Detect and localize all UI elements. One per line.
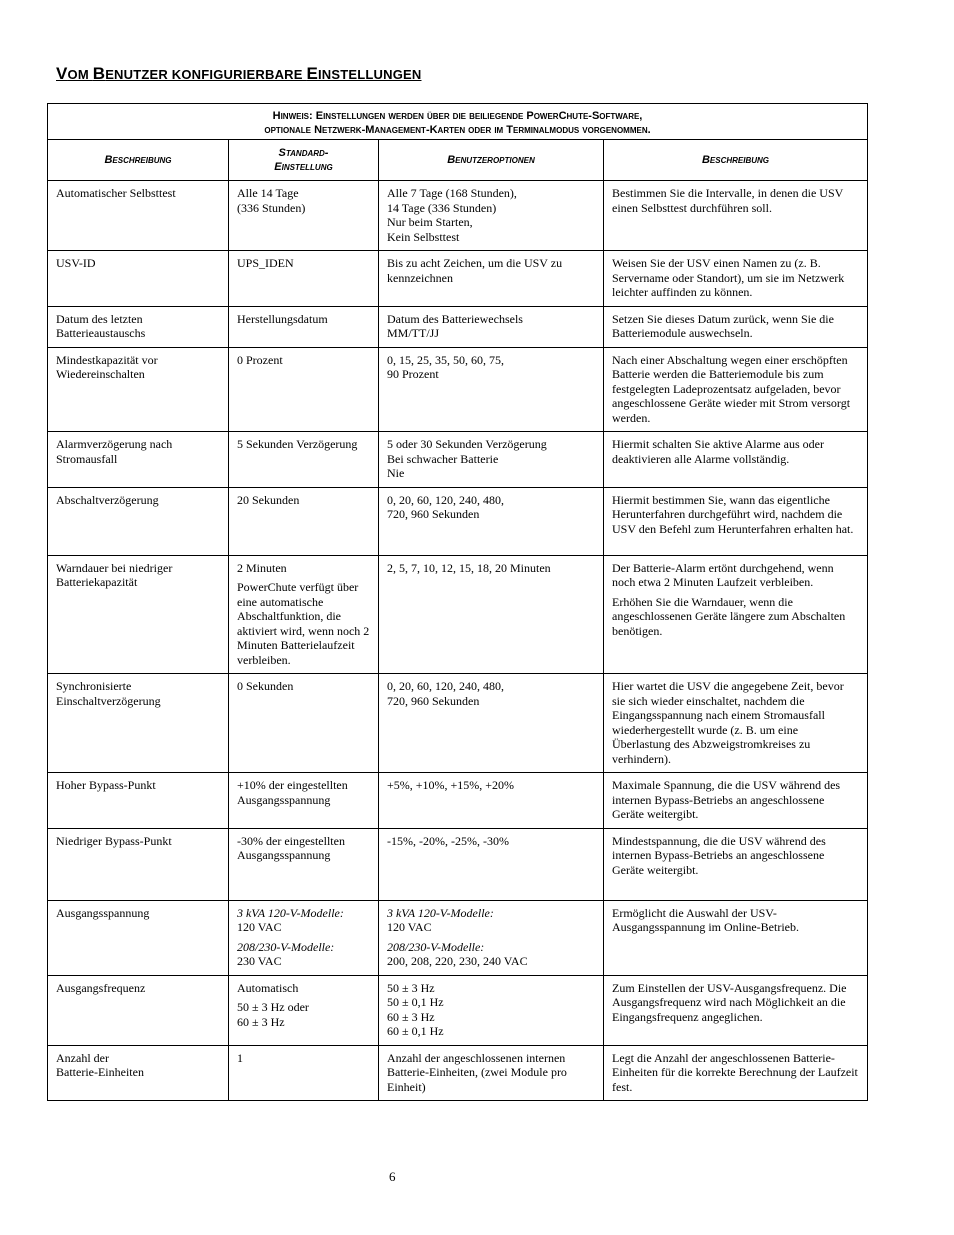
cell-line: 0, 20, 60, 120, 240, 480,	[387, 679, 504, 693]
cell-line: Ausgangsspannung	[56, 905, 150, 920]
voltage-value: 120 VAC	[387, 920, 432, 934]
default-value	[237, 778, 370, 807]
cell-description	[604, 773, 868, 829]
header-default-line: Standard-	[278, 147, 329, 159]
cell-line: 720, 960 Sekunden	[387, 693, 480, 708]
cell-line: MM/TT/JJ	[387, 326, 440, 340]
cell-line: Automatisch	[237, 980, 299, 995]
cell-line: Stromausfall	[56, 451, 118, 466]
cell-default	[229, 181, 379, 251]
cell-line: 50 ± 3 Hz oder	[237, 1000, 309, 1014]
cell-description	[604, 487, 868, 555]
cell-line: -30% der eingestellten	[237, 833, 345, 848]
cell-line: 0 Prozent	[237, 352, 283, 367]
cell-function	[48, 674, 229, 773]
cell-line: Ausgangsspannung	[237, 848, 331, 862]
voltage-group	[237, 906, 370, 935]
cell-description	[604, 181, 868, 251]
header-options: Benutzeroptionen	[379, 140, 604, 181]
cell-line: Automatischer Selbsttest	[56, 186, 176, 200]
description-text	[612, 834, 859, 878]
cell-function	[48, 347, 229, 432]
description-text	[612, 981, 859, 1025]
settings-table	[47, 103, 868, 1101]
cell-description	[604, 347, 868, 432]
model-label: 208/230-V-Modelle:	[237, 939, 335, 954]
cell-options	[379, 251, 604, 307]
description-text	[612, 256, 859, 300]
cell-line: Einschaltverzögerung	[56, 693, 161, 708]
model-label: 3 kVA 120-V-Modelle:	[387, 905, 494, 920]
title-part: E	[306, 64, 318, 83]
cell-function	[48, 900, 229, 975]
cell-default	[229, 555, 379, 674]
cell-line: 60 ± 3 Hz	[237, 1014, 285, 1029]
description-text	[612, 186, 859, 215]
note-line: optionale Netzwerk-Management-Karten oder im Terminalmodus vorgenommen.	[264, 124, 651, 136]
voltage-group	[237, 940, 370, 969]
table-row	[48, 900, 868, 975]
table-row	[48, 432, 868, 488]
table-row	[48, 975, 868, 1045]
description-text	[612, 353, 859, 426]
cell-line: Abschaltverzögerung	[56, 492, 159, 507]
default-note	[237, 1000, 370, 1029]
cell-line: Bis zu acht Zeichen, um die USV zu kennzeichnen	[387, 256, 563, 285]
page-number: 6	[389, 1169, 396, 1184]
cell-line: Ermöglicht die Auswahl der USV-Ausgangsspannung im Online-Betrieb.	[612, 905, 799, 934]
default-value	[237, 437, 370, 452]
cell-description	[604, 251, 868, 307]
cell-default	[229, 900, 379, 975]
cell-default	[229, 306, 379, 347]
cell-description	[604, 555, 868, 674]
cell-line: 5 oder 30 Sekunden Verzögerung	[387, 437, 547, 451]
header-default-line: Einstellung	[274, 161, 333, 173]
cell-function	[48, 975, 229, 1045]
default-value	[237, 353, 370, 368]
cell-line: 1	[237, 1050, 243, 1065]
voltage-value: 230 VAC	[237, 954, 282, 968]
voltage-value: 200, 208, 220, 230, 240 VAC	[387, 954, 528, 968]
cell-line: Setzen Sie dieses Datum zurück, wenn Sie die Batteriemodule auswechseln.	[612, 311, 834, 340]
cell-function	[48, 432, 229, 488]
cell-line: Synchronisierte	[56, 679, 132, 693]
cell-line: UPS_IDEN	[237, 256, 294, 270]
description-text	[612, 493, 859, 537]
title-part: V	[56, 64, 68, 83]
title-part: B	[92, 64, 106, 83]
cell-line: 0, 20, 60, 120, 240, 480,	[387, 492, 504, 507]
cell-line: Mindestkapazität vor	[56, 352, 158, 367]
note-cell	[48, 104, 868, 140]
cell-options	[379, 828, 604, 900]
cell-line: Maximale Spannung, die die USV während des internen Bypass-Betriebs an angeschlossene Geräte weitergibt.	[612, 778, 841, 821]
cell-line: 0, 15, 25, 35, 50, 60, 75,	[387, 352, 504, 367]
table-row	[48, 181, 868, 251]
cell-default	[229, 773, 379, 829]
cell-options	[379, 306, 604, 347]
default-value	[237, 186, 370, 215]
cell-default	[229, 674, 379, 773]
table-row	[48, 828, 868, 900]
table-row	[48, 555, 868, 674]
default-value	[237, 679, 370, 694]
cell-line: Weisen Sie der USV einen Namen zu (z. B. Servername oder Standort), um sie im Netzwerk leichter auffinden zu können.	[612, 256, 845, 299]
default-value	[237, 561, 370, 576]
cell-line: Herstellungsdatum	[237, 311, 328, 326]
table-row	[48, 487, 868, 555]
cell-line: 2, 5, 7, 10, 12, 15, 18, 20 Minuten	[387, 560, 551, 575]
default-note: PowerChute verfügt über eine automatische Abschaltfunktion, die aktiviert wird, wenn noch 2 Minuten Batterielaufzeit verbleiben.	[237, 580, 370, 667]
cell-line: Ausgangsspannung	[237, 792, 331, 807]
title-part: ENUTZER KONFIGURIERBARE	[105, 67, 307, 82]
cell-line: 60 ± 3 Hz	[387, 1009, 435, 1024]
default-value	[237, 312, 370, 327]
model-label: 3 kVA 120-V-Modelle:	[237, 905, 344, 920]
default-value	[237, 1051, 370, 1066]
note-row	[48, 104, 868, 140]
page-title	[56, 64, 422, 84]
cell-default	[229, 347, 379, 432]
cell-line: Kein Selbsttest	[387, 229, 460, 244]
default-value	[237, 256, 370, 271]
cell-function	[48, 555, 229, 674]
table-row	[48, 1045, 868, 1101]
cell-line: Alle 14 Tage	[237, 186, 299, 200]
cell-line: Wiedereinschalten	[56, 367, 145, 381]
voltage-value: 120 VAC	[237, 920, 282, 934]
voltage-group	[387, 940, 595, 969]
cell-default	[229, 1045, 379, 1101]
cell-default	[229, 487, 379, 555]
cell-options	[379, 487, 604, 555]
cell-line: 60 ± 0,1 Hz	[387, 1024, 444, 1038]
cell-options	[379, 900, 604, 975]
cell-line: Hier wartet die USV die angegebene Zeit, bevor sie sich wieder einschaltet, nachdem die Eingangsspannung nach einem Stromausfall wiederhergestellt wurde (z. B. um eine Überlastung des Abzweigstromkreises zu verhindern).	[612, 679, 844, 766]
table-row	[48, 674, 868, 773]
cell-options	[379, 1045, 604, 1101]
table-row	[48, 347, 868, 432]
cell-line: Niedriger Bypass-Punkt	[56, 833, 172, 848]
cell-options	[379, 555, 604, 674]
cell-default	[229, 251, 379, 307]
default-value	[237, 493, 370, 508]
cell-description	[604, 900, 868, 975]
description-text	[612, 437, 859, 466]
description-text	[612, 906, 859, 935]
cell-line: 14 Tage (336 Stunden)	[387, 200, 497, 215]
cell-line: +10% der eingestellten	[237, 778, 348, 792]
cell-line: Warndauer bei niedriger	[56, 560, 173, 575]
cell-line: Batterie-Einheiten	[56, 1065, 144, 1079]
cell-line: Nach einer Abschaltung wegen einer erschöpften Batterie werden die Batteriemodule bis zum festgelegten Ladeprozentsatz aufgeladen, bevor angeschlossene Geräte wieder mit Strom versorgt werden.	[612, 352, 851, 425]
cell-line: Bei schwacher Batterie	[387, 451, 499, 466]
voltage-group	[387, 906, 595, 935]
header-row	[48, 140, 868, 181]
cell-description	[604, 828, 868, 900]
description-text	[612, 679, 859, 766]
table-row	[48, 773, 868, 829]
header-function: Beschreibung	[48, 140, 229, 181]
cell-function	[48, 487, 229, 555]
cell-line: 90 Prozent	[387, 367, 439, 381]
cell-line: Anzahl der	[56, 1050, 109, 1065]
cell-function	[48, 773, 229, 829]
cell-line: -15%, -20%, -25%, -30%	[387, 833, 509, 848]
cell-line: Alle 7 Tage (168 Stunden),	[387, 186, 517, 200]
cell-line: 0 Sekunden	[237, 679, 294, 693]
cell-description	[604, 432, 868, 488]
cell-function	[48, 1045, 229, 1101]
cell-function	[48, 181, 229, 251]
cell-line: 2 Minuten	[237, 560, 287, 575]
description-text	[612, 561, 859, 590]
cell-line: Zum Einstellen der USV-Ausgangsfrequenz. Die Ausgangsfrequenz wird nach Möglichkeit an die Eingangsfrequenz angeglichen.	[612, 980, 847, 1024]
header-description: Beschreibung	[604, 140, 868, 181]
cell-line: Mindestspannung, die die USV während des internen Bypass-Betriebs an angeschlossene Geräte weitergibt.	[612, 833, 826, 877]
cell-function	[48, 828, 229, 900]
cell-line: Hoher Bypass-Punkt	[56, 778, 156, 792]
cell-options	[379, 773, 604, 829]
cell-line: (336 Stunden)	[237, 200, 306, 215]
cell-line: Nur beim Starten,	[387, 215, 473, 229]
cell-line: Der Batterie-Alarm ertönt durchgehend, wenn noch etwa 2 Minuten Laufzeit verbleiben.	[612, 560, 834, 589]
cell-function	[48, 251, 229, 307]
cell-options	[379, 432, 604, 488]
cell-line: Batterieaustauschs	[56, 326, 146, 340]
cell-function	[48, 306, 229, 347]
header-default	[229, 140, 379, 181]
cell-line: Nie	[387, 466, 405, 480]
cell-description	[604, 975, 868, 1045]
cell-default	[229, 432, 379, 488]
title-part: INSTELLUNGEN	[317, 67, 422, 82]
cell-line: USV-ID	[56, 256, 96, 270]
cell-description	[604, 1045, 868, 1101]
note-line: Hinweis: Einstellungen werden über die beiliegende PowerChute-Software,	[272, 110, 643, 122]
cell-options	[379, 181, 604, 251]
cell-line: Datum des Batteriewechsels	[387, 311, 523, 326]
cell-line: Bestimmen Sie die Intervalle, in denen die USV einen Selbsttest durchführen soll.	[612, 186, 844, 215]
cell-options	[379, 674, 604, 773]
title-part: OM	[67, 67, 93, 82]
table-row	[48, 306, 868, 347]
default-value	[237, 834, 370, 863]
cell-line: Ausgangsfrequenz	[56, 980, 146, 995]
cell-line: Batteriekapazität	[56, 575, 138, 589]
description-text	[612, 1051, 859, 1095]
table-row	[48, 251, 868, 307]
cell-line: Hiermit schalten Sie aktive Alarme aus oder deaktivieren alle Alarme vollständig.	[612, 437, 824, 466]
cell-options	[379, 347, 604, 432]
cell-description	[604, 674, 868, 773]
description-note: Erhöhen Sie die Warndauer, wenn die angeschlossenen Geräte längere zum Abschalten benötigen.	[612, 594, 846, 638]
cell-line: 50 ± 3 Hz	[387, 980, 435, 995]
cell-line: Hiermit bestimmen Sie, wann das eigentliche Herunterfahren durchgeführt wird, nachdem die USV den Befehl zum Herunterfahren erhalten hat.	[612, 492, 854, 536]
cell-line: Alarmverzögerung nach	[56, 437, 173, 451]
cell-line: 20 Sekunden	[237, 492, 300, 507]
cell-line: Anzahl der angeschlossenen internen Batterie-Einheiten, (zwei Module pro Einheit)	[387, 1050, 567, 1094]
cell-line: Datum des letzten	[56, 311, 143, 326]
cell-default	[229, 975, 379, 1045]
cell-line: 720, 960 Sekunden	[387, 507, 480, 521]
cell-options	[379, 975, 604, 1045]
cell-line: 5 Sekunden Verzögerung	[237, 437, 358, 451]
cell-description	[604, 306, 868, 347]
cell-line: Legt die Anzahl der angeschlossenen Batterie-Einheiten für die korrekte Berechnung der Laufzeit fest.	[612, 1050, 858, 1094]
description-text	[612, 778, 859, 822]
model-label: 208/230-V-Modelle:	[387, 939, 485, 954]
default-value	[237, 981, 370, 996]
cell-line: 50 ± 0,1 Hz	[387, 995, 444, 1009]
description-text	[612, 312, 859, 341]
cell-line: +5%, +10%, +15%, +20%	[387, 778, 515, 792]
cell-default	[229, 828, 379, 900]
